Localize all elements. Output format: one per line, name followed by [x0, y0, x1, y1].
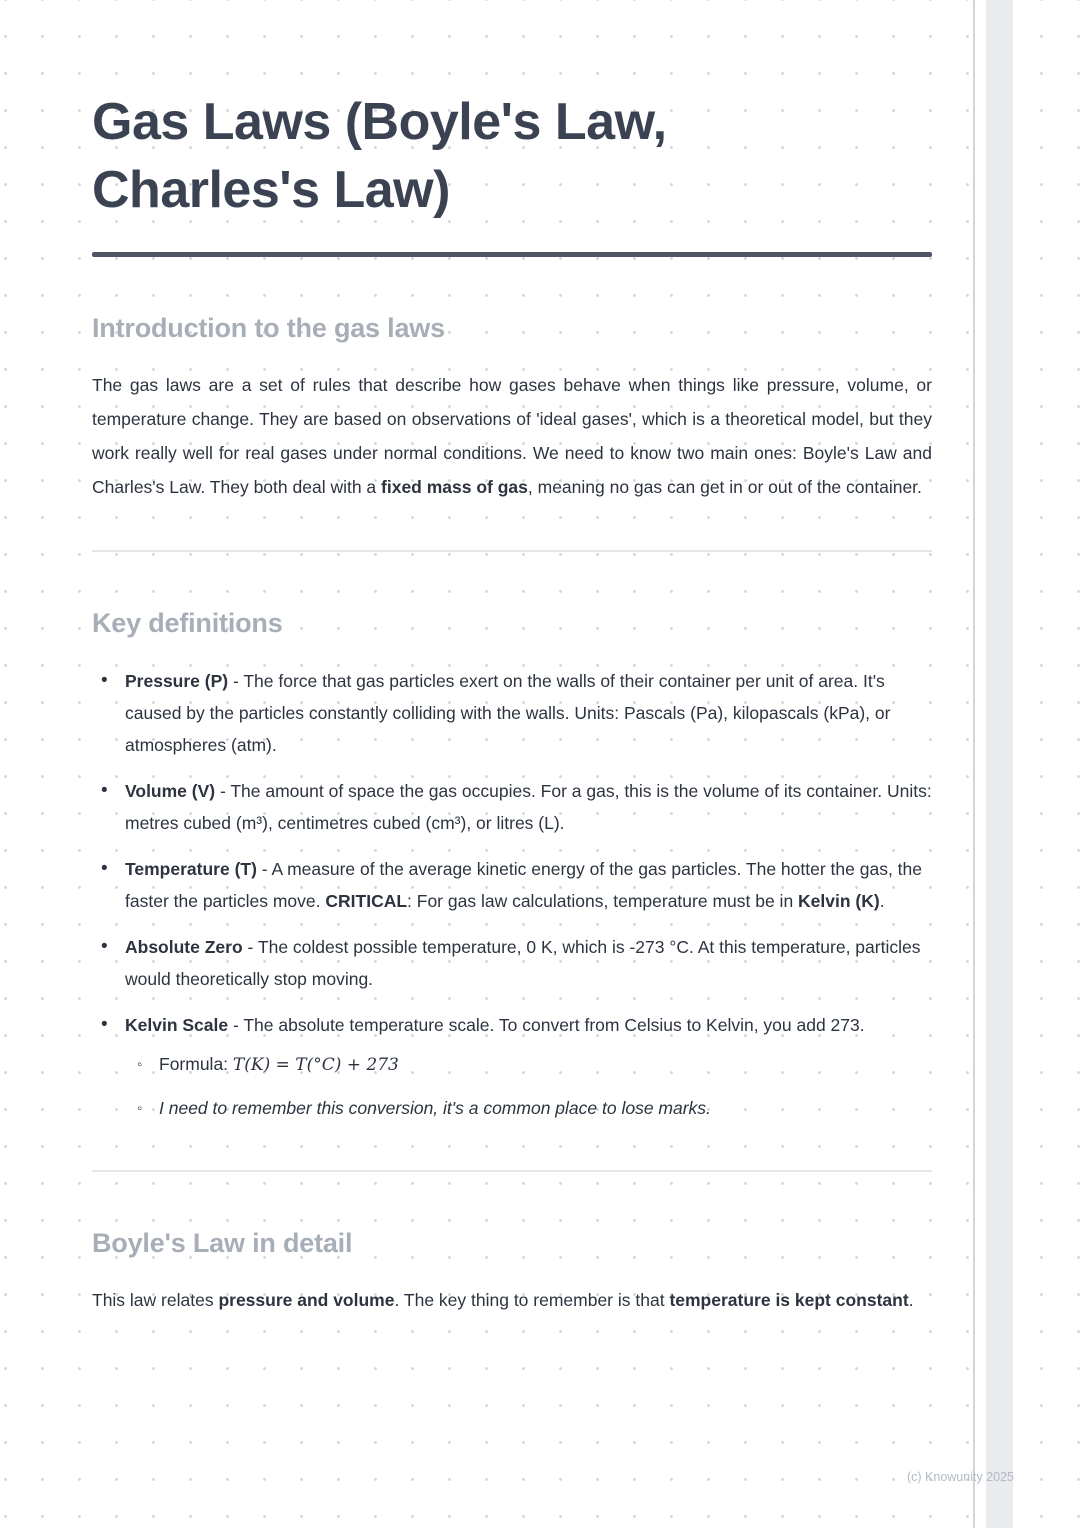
definition-temperature: • Temperature (T) - A measure of the average kinetic energy of the gas particles. The hotter the gas, the faster the particles move. CRITICAL: For gas law calculations, temperature must be in Kelvin (K). — [92, 853, 932, 917]
intro-paragraph: The gas laws are a set of rules that describe how gases behave when things like pressure, volume, or temperature change. They are based on observations of 'ideal gases', which is a theoretical model, but they work really well for real gases under normal conditions. We need to know two main ones: Boyle's Law and Charles's Law. They both deal with a fixed mass of gas, meaning no gas can get in or out of the container. — [92, 375, 932, 497]
section-heading-key-definitions: Key definitions — [92, 608, 283, 638]
definition-pressure: • Pressure (P) - The force that gas particles exert on the walls of their container per unit of area. It's caused by the particles constantly colliding with the walls. Units: Pascals (Pa), kilopascals (kPa), or atmospheres (atm). — [92, 665, 932, 761]
section-boyles-law — [92, 1228, 932, 1317]
definition-absolute-zero: • Absolute Zero - The coldest possible temperature, 0 K, which is -273 °C. At this temperature, particles would theoretically stop moving. — [92, 931, 932, 995]
section-heading-boyles-law: Boyle's Law in detail — [92, 1228, 353, 1258]
definition-kelvin-scale — [92, 1009, 932, 1124]
section-key-definitions — [92, 608, 932, 1124]
section-heading-introduction: Introduction to the gas laws — [92, 313, 445, 343]
section-divider — [92, 550, 932, 552]
sub-item-reminder-note: ◦ I need to remember this conversion, it's a common place to lose marks. — [137, 1093, 932, 1124]
notes-page-content — [92, 0, 932, 1317]
definitions-list — [92, 665, 932, 1124]
boyles-law-paragraph: This law relates pressure and volume. The key thing to remember is that temperature is kept constant. — [92, 1290, 914, 1310]
scrollbar-track[interactable] — [986, 0, 1013, 1528]
section-introduction — [92, 313, 932, 504]
title-rule — [92, 252, 932, 257]
definition-volume: • Volume (V) - The amount of space the gas occupies. For a gas, this is the volume of its container. Units: metres cubed (m³), centimetres cubed (cm³), or litres (L). — [92, 775, 932, 839]
section-divider — [92, 1170, 932, 1172]
page-title: Gas Laws (Boyle's Law, Charles's Law) — [92, 93, 667, 219]
definition-kelvin-scale-text: Kelvin Scale - The absolute temperature scale. To convert from Celsius to Kelvin, you add 273. — [125, 1015, 865, 1035]
page-edge-line — [973, 0, 975, 1528]
sub-item-formula: ◦ Formula: T(K) = T(°C) + 273 — [137, 1049, 932, 1081]
kelvin-sublist — [137, 1049, 932, 1124]
copyright-note: (c) Knowunity 2025 — [906, 1470, 1014, 1484]
